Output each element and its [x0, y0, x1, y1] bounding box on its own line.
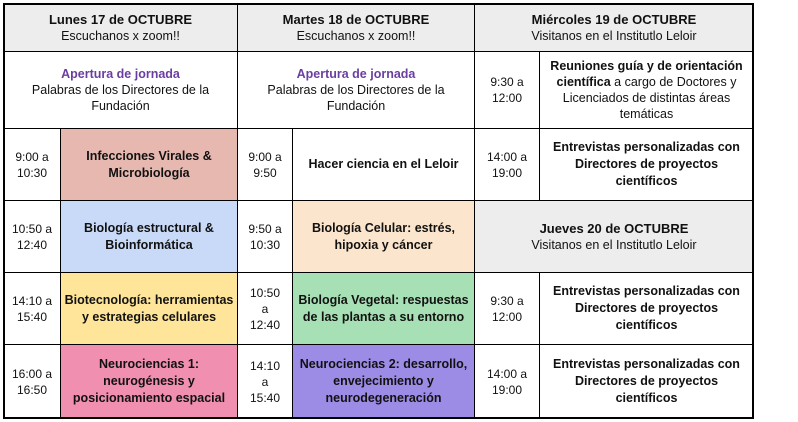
wednesday-subtitle: Visitanos en el Institutlo Leloir	[531, 28, 697, 43]
tuesday-session-3: Biología Vegetal: respuestas de las plantas a su entorno	[292, 272, 475, 345]
thursday-date: Jueves 20 de OCTUBRE	[539, 220, 689, 236]
monday-session-2: Biología estructural & Bioinformática	[60, 200, 238, 273]
monday-time-3: 14:10 a 15:40	[3, 272, 61, 345]
opening-title: Apertura de jornada	[296, 67, 416, 81]
thursday-subtitle: Visitanos en el Institutlo Leloir	[531, 237, 697, 252]
wednesday-session-1	[539, 51, 754, 129]
wednesday-time-2: 14:00 a 19:00	[474, 128, 540, 201]
monday-date: Lunes 17 de OCTUBRE	[48, 11, 193, 27]
thursday-header	[474, 200, 754, 273]
tuesday-time-3: 10:50 a 12:40	[237, 272, 293, 345]
tuesday-date: Martes 18 de OCTUBRE	[282, 11, 430, 27]
session-title-rest: a cargo de Doctores y Licenciados de distintas áreas temáticas	[562, 75, 737, 121]
tuesday-session-1: Hacer ciencia en el Leloir	[292, 128, 475, 201]
monday-session-3: Biotecnología: herramientas y estrategias celulares	[60, 272, 238, 345]
thursday-session-2: Entrevistas personalizadas con Directores de proyectos científicos	[539, 344, 754, 419]
monday-time-4: 16:00 a 16:50	[3, 344, 61, 419]
monday-header	[3, 3, 238, 52]
thursday-time-1: 9:30 a 12:00	[474, 272, 540, 345]
tuesday-session-4: Neurociencias 2: desarrollo, envejecimiento y neurodegeneración	[292, 344, 475, 419]
thursday-time-2: 14:00 a 19:00	[474, 344, 540, 419]
monday-session-4: Neurociencias 1: neurogénesis y posicionamiento espacial	[60, 344, 238, 419]
tuesday-header	[237, 3, 475, 52]
session-title-bold: Reuniones guía y de orientación científica	[550, 59, 743, 89]
opening-text: Palabras de los Directores de la Fundación	[267, 83, 445, 113]
wednesday-date: Miércoles 19 de OCTUBRE	[531, 11, 697, 27]
wednesday-session-2: Entrevistas personalizadas con Directores de proyectos científicos	[539, 128, 754, 201]
monday-opening	[3, 51, 238, 129]
monday-session-1: Infecciones Virales & Microbiología	[60, 128, 238, 201]
tuesday-time-4: 14:10 a 15:40	[237, 344, 293, 419]
tuesday-subtitle: Escuchanos x zoom!!	[296, 28, 416, 43]
wednesday-header	[474, 3, 754, 52]
thursday-session-1: Entrevistas personalizadas con Directores de proyectos científicos	[539, 272, 754, 345]
monday-subtitle: Escuchanos x zoom!!	[61, 28, 180, 43]
tuesday-time-1: 9:00 a 9:50	[237, 128, 293, 201]
tuesday-opening	[237, 51, 475, 129]
opening-text: Palabras de los Directores de la Fundación	[31, 83, 210, 113]
wednesday-time-1: 9:30 a 12:00	[474, 51, 540, 129]
tuesday-time-2: 9:50 a 10:30	[237, 200, 293, 273]
monday-time-1: 9:00 a 10:30	[3, 128, 61, 201]
opening-title: Apertura de jornada	[61, 67, 180, 81]
tuesday-session-2: Biología Celular: estrés, hipoxia y cáncer	[292, 200, 475, 273]
monday-time-2: 10:50 a 12:40	[3, 200, 61, 273]
